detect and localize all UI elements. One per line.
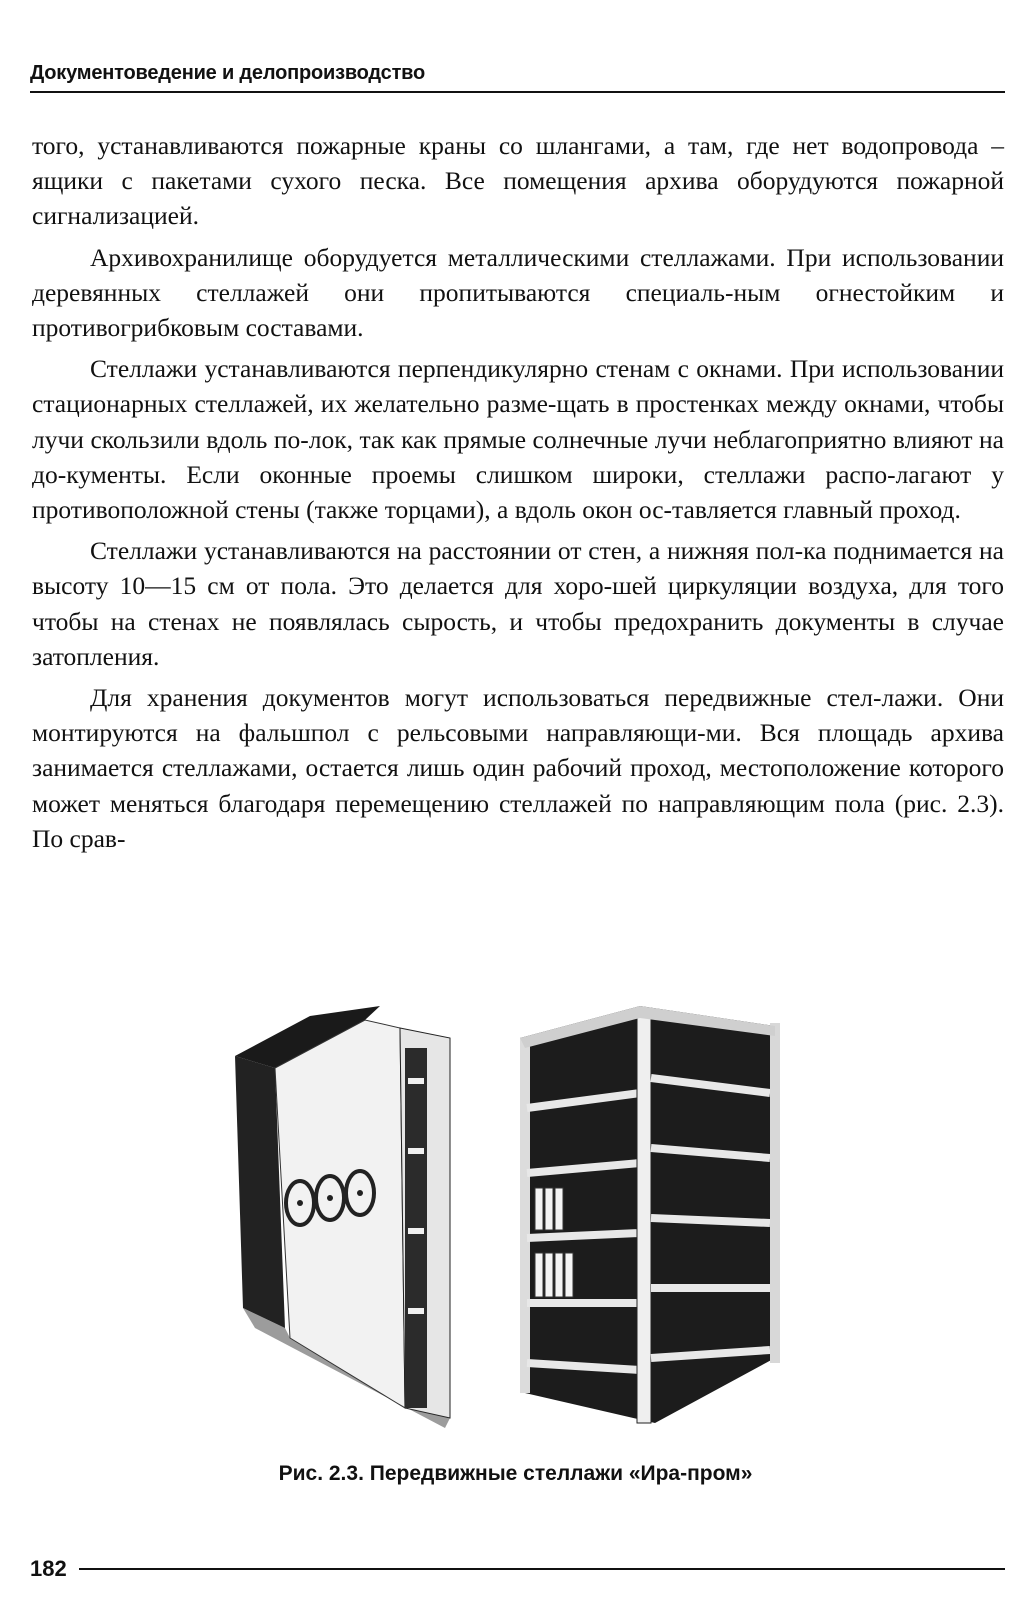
mobile-shelving-photo <box>215 998 815 1430</box>
paragraph: Для хранения документов могут использоваться передвижные стел-лажи. Они монтируются на фальшпол с рельсовыми направляющи-ми. Вся площадь архива занимается стеллажами, остается лишь один рабочий проход, местоположение которого может меняться благодаря перемещению стеллажей по направляющим пола (рис. 2.3). По срав- <box>32 683 1004 853</box>
paragraph-continued: того, устанавливаются пожарные краны со шлангами, а там, где нет водопровода – ящики с пакетами сухого песка. Все помещения архива оборудуются пожарной сигнализацией. <box>32 131 1004 231</box>
figure-caption: Рис. 2.3. Передвижные стеллажи «Ира-пром» <box>278 1462 753 1485</box>
page-footer <box>30 1556 1005 1582</box>
running-title: Документоведение и делопроизводство <box>30 62 426 84</box>
paragraph: Стеллажи устанавливаются перпендикулярно стенам с окнами. При использовании стационарных стеллажей, их желательно разме-щать в простенках между окнами, чтобы лучи скользили вдоль по-лок, так как прямые солнечные лучи неблагоприятно влияют на до-кументы. Если оконные проемы слишком широки, стеллажи распо-лагают у противоположной стены (также торцами), а вдоль окон ос-тавляется главный проход. <box>32 354 1004 525</box>
paragraph: Стеллажи устанавливаются на расстоянии от стен, а нижняя пол-ка поднимается на высоту 10—15 см от пола. Это делается для хоро-шей циркуляции воздуха, для того чтобы на стенах не появлялась сырость, и чтобы предохранить документы в случае затопления. <box>32 536 1004 671</box>
running-header <box>30 62 1005 93</box>
closed-shelving-unit <box>235 1006 450 1428</box>
footer-rule <box>79 1568 1005 1570</box>
page-number: 182 <box>30 1556 67 1581</box>
body-text <box>32 128 1004 862</box>
paragraph: Архивохранилище оборудуется металлическими стеллажами. При использовании деревянных стеллажей они пропитываются специаль-ным огнестойким и противогрибковым составами. <box>32 242 1004 343</box>
open-shelving-unit <box>520 1006 780 1423</box>
